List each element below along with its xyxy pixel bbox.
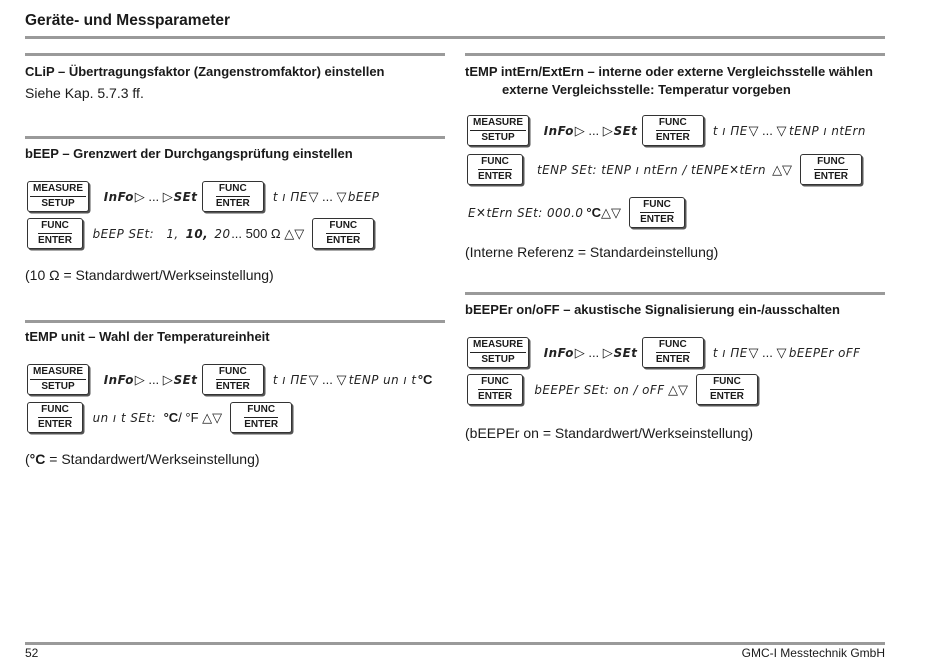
divider (465, 292, 885, 295)
section-title-beep: bEEP – Grenzwert der Durchgangsprüfung einstellen (25, 146, 353, 161)
lcd-param: bEEPEr oFF (788, 345, 860, 360)
func-enter-key: FUNC ENTER (629, 197, 685, 228)
lcd-time: t ı ΠE (712, 123, 748, 138)
up-down-arrows: △▽ (667, 381, 688, 397)
temp-ref-nav-line (467, 115, 867, 146)
unit-celsius: °C (163, 410, 179, 425)
func-enter-key: FUNC ENTER (800, 154, 862, 185)
unit-celsius: °C (586, 205, 602, 220)
lcd-info: InFo (543, 345, 574, 360)
lcd-info: InFo (103, 372, 134, 387)
func-enter-key: FUNC ENTER (27, 402, 83, 433)
page-title: Geräte- und Messparameter (25, 12, 231, 29)
temp-ext-set-line (465, 197, 693, 228)
temp-ref-set-line (467, 154, 870, 185)
lcd-set: SEt (173, 189, 198, 204)
lcd-set: SEt (613, 345, 638, 360)
beep-set-line (27, 218, 382, 249)
lcd-label: bEEP SEt: (92, 226, 155, 241)
lcd-param: bEEP (347, 189, 379, 204)
unit-options: / °F △▽ (178, 409, 223, 425)
func-enter-key: FUNC ENTER (312, 218, 374, 249)
nav-arrows: ▽ ... ▽ (308, 371, 347, 387)
func-enter-key: FUNC ENTER (467, 154, 523, 185)
lcd-param: tENP un ı t (348, 372, 417, 387)
temp-unit-default-note: (°C = Standardwert/Werkseinstellung) (25, 451, 260, 467)
lcd-label: bEEPEr SEt: on / oFF (534, 382, 665, 397)
func-enter-key: FUNC ENTER (467, 374, 523, 405)
lcd-value: 20 (214, 226, 231, 241)
divider (465, 53, 885, 56)
unit-celsius: °C (417, 372, 433, 387)
measure-setup-key: MEASURE SETUP (27, 181, 89, 212)
lcd-label: E✕tErn SEt: 000.0 (468, 205, 584, 220)
beep-default-note: (10 Ω = Standardwert/Werkseinstellung) (25, 267, 274, 283)
func-enter-key: FUNC ENTER (230, 402, 292, 433)
temp-unit-set-line (27, 402, 300, 433)
section-title-temp-unit: tEMP unit – Wahl der Temperatureinheit (25, 329, 270, 344)
func-enter-key: FUNC ENTER (202, 364, 264, 395)
measure-setup-key: MEASURE SETUP (467, 337, 529, 368)
lcd-set: SEt (613, 123, 638, 138)
nav-arrows: ▷ ... ▷ (134, 188, 173, 204)
func-enter-key: FUNC ENTER (202, 181, 264, 212)
section-subtitle-temp-ref: externe Vergleichsstelle: Temperatur vorgeben (502, 82, 791, 97)
temp-ref-default-note: (Interne Referenz = Standardeinstellung) (465, 244, 719, 260)
func-enter-key: FUNC ENTER (642, 337, 704, 368)
up-down-arrows: △▽ (601, 204, 622, 220)
lcd-info: InFo (103, 189, 134, 204)
nav-arrows: ▷ ... ▷ (574, 122, 613, 138)
measure-setup-key: MEASURE SETUP (27, 364, 89, 395)
section-title-clip: CLiP – Übertragungsfaktor (Zangenstromfaktor) einstellen (25, 64, 385, 79)
nav-arrows: ▷ ... ▷ (134, 371, 173, 387)
clip-reference: Siehe Kap. 5.7.3 ff. (25, 85, 144, 101)
divider (25, 320, 445, 323)
footer-rule (25, 642, 885, 645)
beeper-set-line (467, 374, 766, 405)
nav-arrows: ▽ ... ▽ (748, 344, 787, 360)
nav-arrows: ▷ ... ▷ (574, 344, 613, 360)
value-range: ... 500 Ω △▽ (231, 225, 305, 241)
lcd-time: t ı ΠE (712, 345, 748, 360)
section-title-beeper: bEEPEr on/oFF – akustische Signalisierung ein-/ausschalten (465, 302, 840, 317)
lcd-label: un ı t SEt: (92, 410, 156, 425)
func-enter-key: FUNC ENTER (696, 374, 758, 405)
func-enter-key: FUNC ENTER (27, 218, 83, 249)
up-down-arrows: △▽ (772, 161, 793, 177)
lcd-param: tENP ı ntErn (788, 123, 866, 138)
nav-arrows: ▽ ... ▽ (748, 122, 787, 138)
divider (25, 53, 445, 56)
func-enter-key: FUNC ENTER (642, 115, 704, 146)
beeper-nav-line (467, 337, 862, 368)
beeper-default-note: (bEEPEr on = Standardwert/Werkseinstellung) (465, 425, 754, 441)
temp-unit-nav-line (27, 364, 432, 395)
lcd-label: tENP SEt: tENP ı ntErn / tENPE✕tErn (537, 162, 767, 177)
header-rule (25, 36, 885, 39)
lcd-time: t ı ΠE (272, 189, 308, 204)
beep-nav-line (27, 181, 380, 212)
company-name: GMC-I Messtechnik GmbH (741, 646, 885, 660)
lcd-value-default: 10, (185, 226, 208, 241)
lcd-set: SEt (173, 372, 198, 387)
page-number: 52 (25, 646, 39, 660)
nav-arrows: ▽ ... ▽ (308, 188, 347, 204)
lcd-value: 1, (166, 226, 179, 241)
section-title-temp-ref: tEMP intErn/ExtErn – interne oder externe Vergleichsstelle wählen (465, 64, 873, 79)
divider (25, 136, 445, 139)
lcd-info: InFo (543, 123, 574, 138)
lcd-time: t ı ΠE (272, 372, 308, 387)
measure-setup-key: MEASURE SETUP (467, 115, 529, 146)
